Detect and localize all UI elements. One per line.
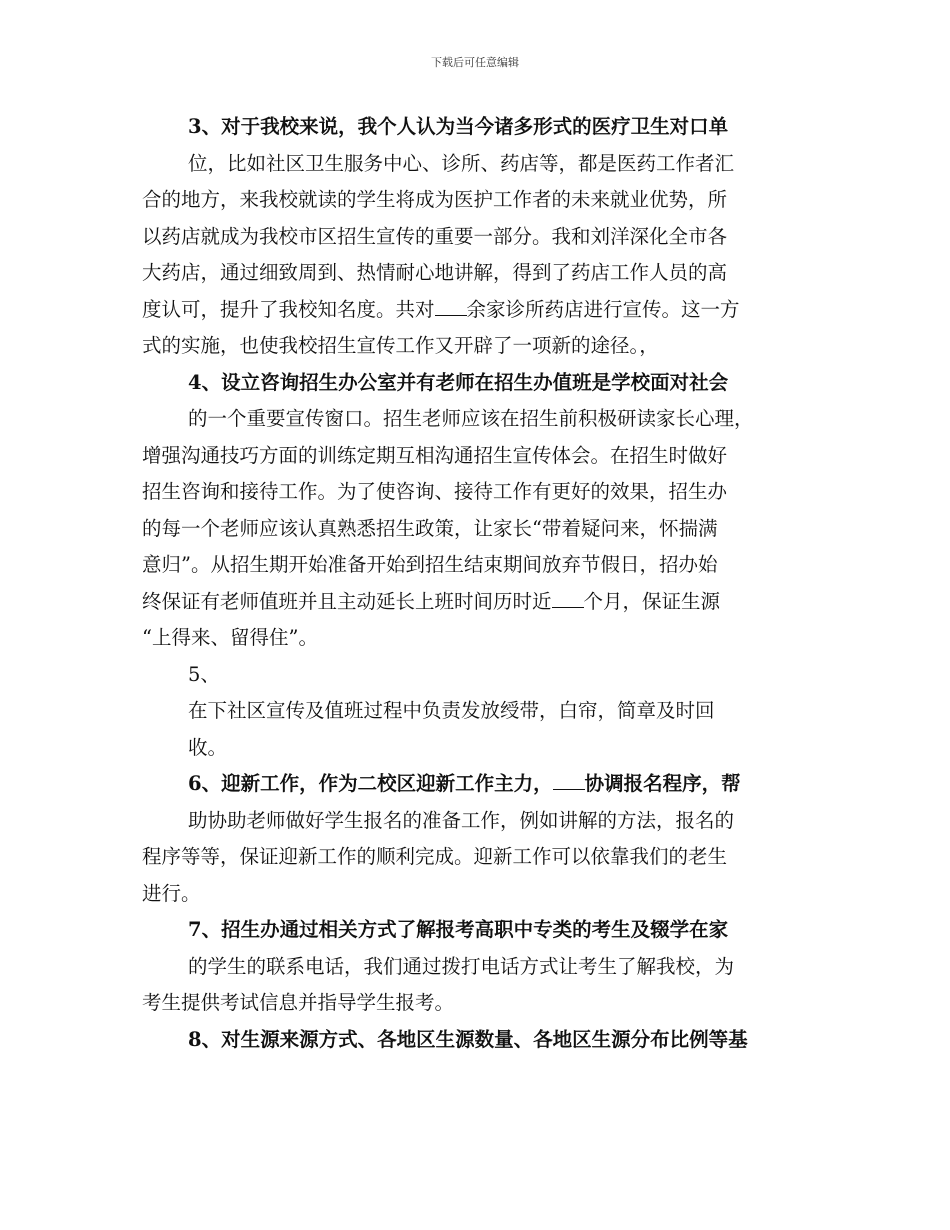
section-5 xyxy=(142,657,814,767)
text-segment: 终保证有老师值班并且主动延长上班时间历时近 xyxy=(142,589,552,613)
section-7-heading: 7、招生办通过相关方式了解报考高职中专类的考生及辍学在家 xyxy=(188,918,729,941)
paragraph-line: 招生咨询和接待工作。为了使咨询、接待工作有更好的效果，招生办 xyxy=(142,480,728,503)
paragraph-line: 的一个重要宣传窗口。招生老师应该在招生前积极研读家长心理， xyxy=(188,407,754,430)
paragraph-line: 助协助老师做好学生报名的准备工作，例如讲解的方法，报名的 xyxy=(188,808,735,832)
fill-in-blank xyxy=(553,773,585,790)
section-8-heading: 8、对生源来源方式、各地区生源数量、各地区生源分布比例等基 xyxy=(188,1027,748,1051)
paragraph-line: 以药店就成为我校市区招生宣传的重要一部分。我和刘洋深化全市各 xyxy=(142,224,728,248)
paragraph-line: 合的地方，来我校就读的学生将成为医护工作者的未来就业优势，所 xyxy=(142,188,728,211)
paragraph-line: 意归”。从招生期开始准备开始到招生结束期间放弃节假日，招办始 xyxy=(142,553,718,576)
text-segment: 个月，保证生源 xyxy=(583,589,721,613)
text-segment: 度认可，提升了我校知名度。共对 xyxy=(142,297,435,321)
section-6-heading xyxy=(142,766,814,803)
paragraph-line: 考生提供考试信息并指导学生报考。 xyxy=(142,991,455,1014)
page-header: 下载后可任意编辑 xyxy=(431,56,519,69)
section-4 xyxy=(142,365,814,657)
paragraph-line: 进行。 xyxy=(142,881,201,905)
fill-in-blank xyxy=(552,591,584,608)
paragraph-line: 收。 xyxy=(188,735,228,759)
section-5-heading: 5、 xyxy=(188,662,220,686)
section-8 xyxy=(142,1022,814,1059)
document-body xyxy=(142,109,814,1058)
section-4-heading: 4、设立咨询招生办公室并有老师在招生办值班是学校面对社会 xyxy=(188,370,729,394)
paragraph-line: 大药店，通过细致周到、热情耐心地讲解，得到了药店工作人员的高 xyxy=(142,261,728,284)
paragraph-line: 增强沟通技巧方面的训练定期互相沟通招生宣传体会。在招生时做好 xyxy=(142,443,728,467)
paragraph-line: 在下社区宣传及值班过程中负责发放绶带，白帘，简章及时回 xyxy=(188,699,715,722)
paragraph-line xyxy=(142,584,814,621)
paragraph-line: 式的实施，也使我校招生宣传工作又开辟了一项新的途径。， xyxy=(142,334,659,357)
paragraph-line: 位，比如社区卫生服务中心、诊所、药店等，都是医药工作者汇 xyxy=(188,151,735,175)
paragraph-line: “上得来、留得住”。 xyxy=(142,626,318,649)
section-3 xyxy=(142,109,814,365)
fill-in-blank xyxy=(435,299,467,316)
paragraph-line: 的学生的联系电话，我们通过拨打电话方式让考生了解我校，为 xyxy=(188,954,735,978)
paragraph-line: 程序等等，保证迎新工作的顺利完成。迎新工作可以依靠我们的老生 xyxy=(142,845,728,868)
section-3-heading: 3、对于我校来说，我个人认为当今诸多形式的医疗卫生对口单 xyxy=(188,115,729,138)
paragraph-line xyxy=(142,292,814,329)
section-6 xyxy=(142,766,814,912)
text-segment: 余家诊所药店进行宣传。这一方 xyxy=(466,297,740,321)
text-segment: 6、迎新工作，作为二校区迎新工作主力， xyxy=(188,772,553,795)
paragraph-line: 的每一个老师应该认真熟悉招生政策，让家长“带着疑问来，怀揣满 xyxy=(142,516,718,540)
text-segment: 协调报名程序，帮 xyxy=(584,772,741,795)
section-7 xyxy=(142,912,814,1022)
